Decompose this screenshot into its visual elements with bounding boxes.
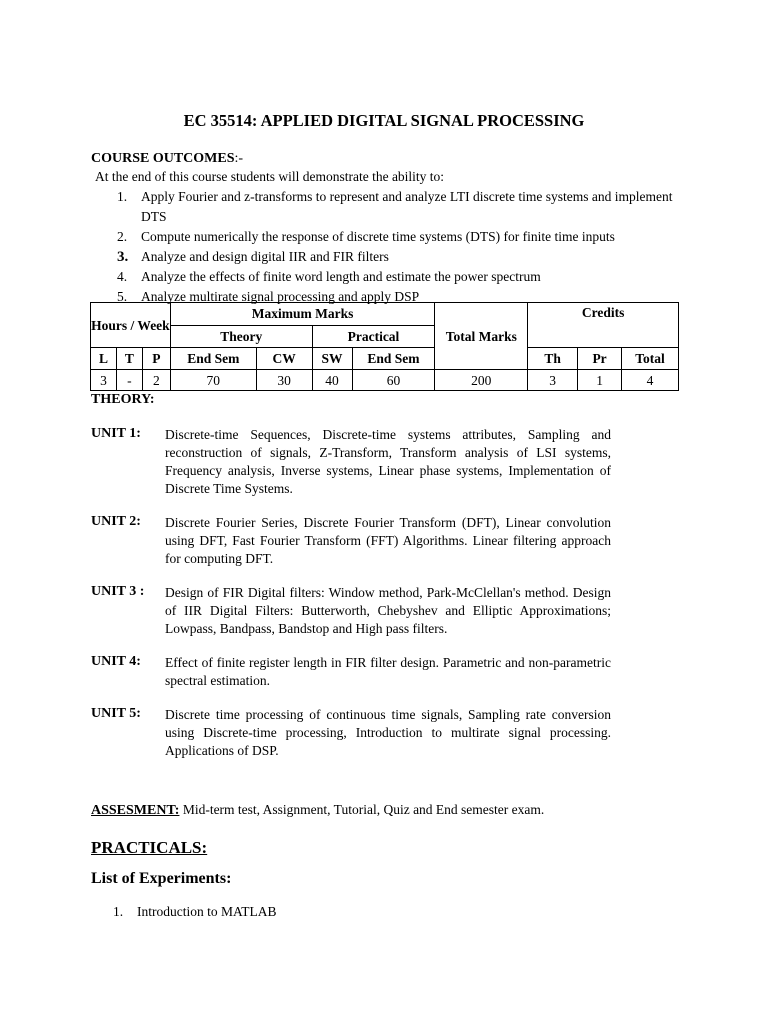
- assessment-text: Mid-term test, Assignment, Tutorial, Quiz and End semester exam.: [182, 802, 545, 817]
- cell-total-credits: 4: [622, 370, 679, 391]
- list-item: [117, 267, 682, 287]
- column-header-l: L: [91, 348, 117, 370]
- practical-header: Practical: [312, 325, 435, 348]
- column-header-practical-end-sem: End Sem: [352, 348, 435, 370]
- theory-heading: THEORY:: [91, 392, 155, 407]
- column-header-sw: SW: [312, 348, 352, 370]
- cell-practical-end-sem: 60: [352, 370, 435, 391]
- list-item-text: Introduction to MATLAB: [137, 904, 277, 919]
- list-item-text: Apply Fourier and z-transforms to represent and analyze LTI discrete time systems and implement DTS: [141, 189, 673, 224]
- column-header-total-credits: Total: [622, 348, 679, 370]
- cell-sw: 40: [312, 370, 352, 391]
- assessment: [91, 802, 544, 819]
- unit-3-label: UNIT 3 :: [91, 584, 145, 599]
- list-item-number: 4.: [117, 269, 128, 284]
- unit-1-text: Discrete-time Sequences, Discrete-time systems attributes, Sampling and reconstruction of signals, Z-Transform, Transform analysis of LSI systems, Frequency analysis, Inverse systems, Linear phase systems, Implementation of Discrete Time Systems.: [165, 427, 611, 496]
- assessment-label: ASSESMENT:: [91, 803, 180, 818]
- theory-header: Theory: [170, 325, 312, 348]
- course-outcomes-heading-suffix: :-: [234, 151, 244, 166]
- hours-week-header: Hours / Week: [91, 303, 171, 348]
- list-item-number: 2.: [117, 229, 128, 244]
- unit-2-text: Discrete Fourier Series, Discrete Fourier Transform (DFT), Linear convolution using DFT, Fast Fourier Transform (FFT) Algorithms. Linear filtering approach for computing DFT.: [165, 515, 611, 566]
- list-of-experiments-heading: List of Experiments:: [91, 870, 232, 887]
- list-item-text: Analyze the effects of finite word length and estimate the power spectrum: [141, 269, 541, 284]
- list-item-number: 5.: [117, 289, 128, 304]
- list-item: [117, 187, 682, 227]
- course-outcomes-intro: At the end of this course students will demonstrate the ability to:: [95, 169, 445, 184]
- cell-cw: 30: [256, 370, 312, 391]
- practicals-heading: PRACTICALS:: [91, 838, 208, 857]
- unit-2-label: UNIT 2:: [91, 514, 141, 529]
- course-outcomes-heading: [91, 151, 243, 167]
- column-header-cw: CW: [256, 348, 312, 370]
- list-item: [117, 227, 682, 247]
- column-header-p: P: [142, 348, 170, 370]
- list-item: [113, 904, 277, 920]
- list-item-text: Compute numerically the response of discrete time systems (DTS) for finite time inputs: [141, 229, 615, 244]
- course-outcomes-list: [117, 187, 682, 307]
- course-outcomes-heading-text: COURSE OUTCOMES: [91, 151, 235, 166]
- column-header-pr: Pr: [578, 348, 622, 370]
- page-title: EC 35514: APPLIED DIGITAL SIGNAL PROCESSING: [183, 111, 585, 130]
- column-header-t: T: [116, 348, 142, 370]
- cell-theory-end-sem: 70: [170, 370, 256, 391]
- cell-p: 2: [142, 370, 170, 391]
- unit-5-label: UNIT 5:: [91, 706, 141, 721]
- list-item-number: 1.: [113, 904, 124, 919]
- cell-l: 3: [91, 370, 117, 391]
- maximum-marks-header: Maximum Marks: [170, 303, 435, 326]
- column-header-theory-end-sem: End Sem: [170, 348, 256, 370]
- unit-5-text: Discrete time processing of continuous time signals, Sampling rate conversion using Discrete-time processing, Introduction to multirate signal processing. Applications of DSP.: [165, 707, 611, 758]
- unit-3-text: Design of FIR Digital filters: Window method, Park-McClellan's method. Design of IIR Digital Filters: Butterworth, Chebyshev and Elliptic Approximations; Lowpass, Bandpass, Bandstop and High pass filters.: [165, 585, 611, 636]
- list-item-number: 3.: [117, 249, 129, 265]
- unit-1-label: UNIT 1:: [91, 426, 141, 441]
- cell-th: 3: [528, 370, 578, 391]
- cell-t: -: [116, 370, 142, 391]
- list-item-number: 1.: [117, 189, 128, 204]
- list-item: [117, 247, 682, 267]
- list-item-text: Analyze multirate signal processing and apply DSP: [141, 289, 420, 304]
- total-marks-header: Total Marks: [435, 303, 528, 370]
- column-header-th: Th: [528, 348, 578, 370]
- cell-pr: 1: [578, 370, 622, 391]
- teaching-scheme-table: [90, 302, 679, 391]
- unit-4-text: Effect of finite register length in FIR filter design. Parametric and non-parametric spectral estimation.: [165, 655, 611, 688]
- credits-header: Credits: [528, 303, 679, 348]
- unit-4-label: UNIT 4:: [91, 654, 141, 669]
- list-item-text: Analyze and design digital IIR and FIR filters: [141, 249, 389, 264]
- cell-total-marks: 200: [435, 370, 528, 391]
